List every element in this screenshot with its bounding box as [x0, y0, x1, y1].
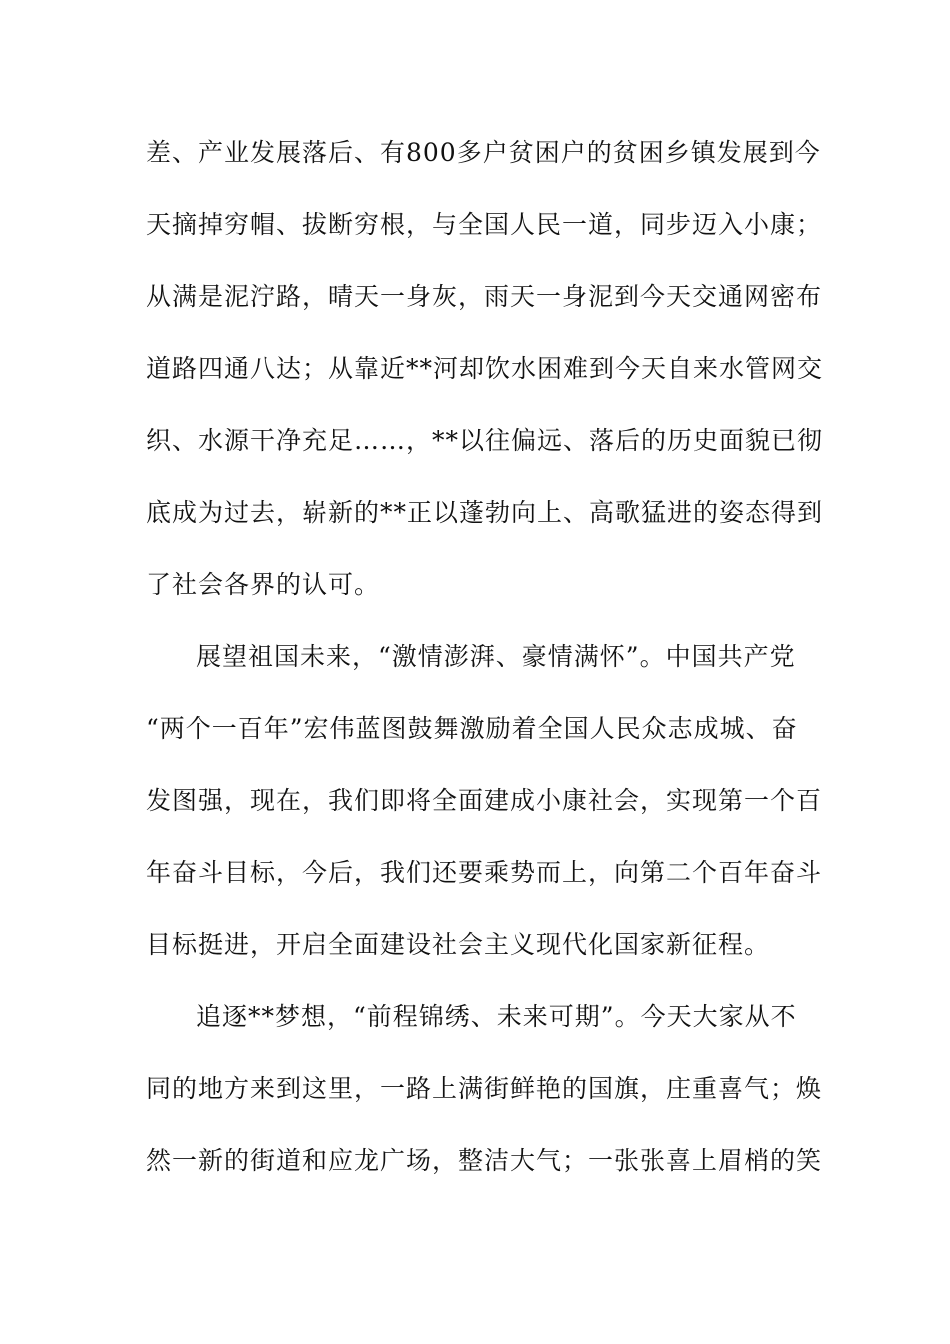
- text-line: 发图强，现在，我们即将全面建成小康社会，实现第一个百: [146, 786, 823, 815]
- text-line: 了社会各界的认可。: [146, 570, 381, 599]
- paragraph-first-line: 展望祖国未来，“激情澎湃、豪情满怀”。中国共产党: [196, 642, 796, 671]
- text-line: “两个一百年”宏伟蓝图鼓舞激励着全国人民众志成城、奋: [146, 714, 798, 743]
- paragraph-first-line: 追逐**梦想，“前程锦绣、未来可期”。今天大家从不: [196, 1002, 797, 1031]
- text-line: 同的地方来到这里，一路上满街鲜艳的国旗，庄重喜气；焕: [146, 1074, 823, 1103]
- text-line: 天摘掉穷帽、拔断穷根，与全国人民一道，同步迈入小康；: [146, 210, 823, 239]
- text-line: 底成为过去，崭新的**正以蓬勃向上、高歌猛进的姿态得到: [146, 498, 824, 527]
- text-line: 目标挺进，开启全面建设社会主义现代化国家新征程。: [146, 930, 771, 959]
- text-line: 年奋斗目标，今后，我们还要乘势而上，向第二个百年奋斗: [146, 858, 823, 887]
- text-line: 从满是泥泞路，晴天一身灰，雨天一身泥到今天交通网密布: [146, 282, 823, 311]
- text-line: 然一新的街道和应龙广场，整洁大气；一张张喜上眉梢的笑: [146, 1146, 823, 1175]
- text-line: 织、水源干净充足……，**以往偏远、落后的历史面貌已彻: [146, 426, 824, 455]
- text-line: 道路四通八达；从靠近**河却饮水困难到今天自来水管网交: [146, 354, 824, 383]
- text-line: 差、产业发展落后、有800多户贫困户的贫困乡镇发展到今: [146, 138, 821, 167]
